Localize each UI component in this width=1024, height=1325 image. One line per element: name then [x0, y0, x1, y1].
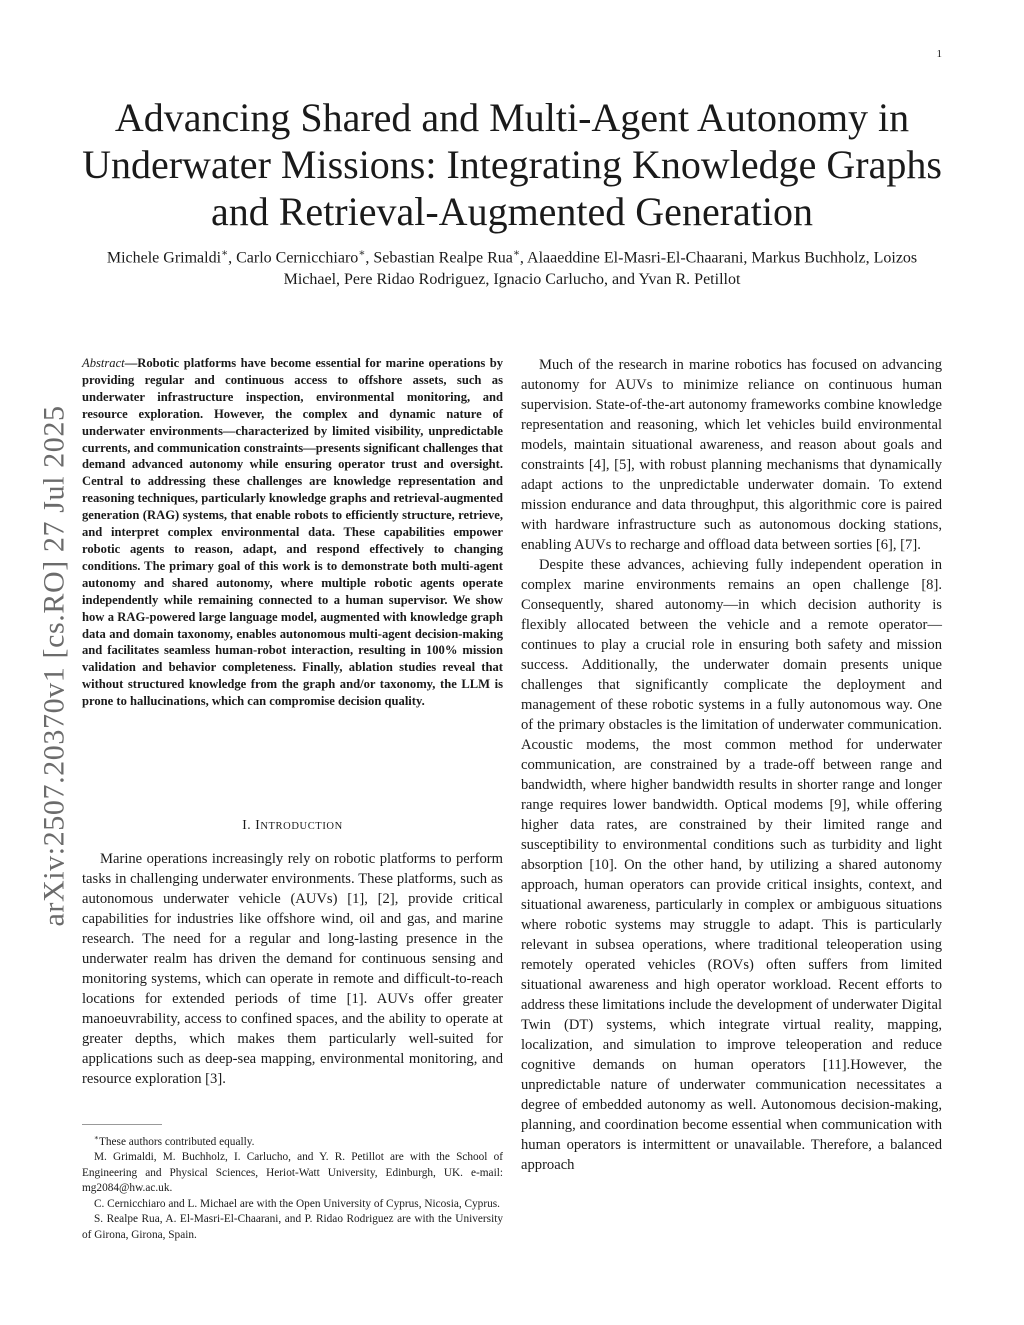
body-paragraph: Despite these advances, achieving fully independent operation in complex marine environments remains an open challenge [8]. Consequently, shared autonomy—in which decision authority is flexibly allocated between the vehicle and a remote operator—continues to play a crucial role in ensuring both safety and mission success. Additionally, the underwater domain presents unique challenges that significantly complicate the deployment and management of these robotic systems in a fully autonomous way. One of the primary obstacles is the limitation of underwater communication. Acoustic modems, the most common method for underwater communication, are constrained by a trade-off between range and bandwidth, where higher bandwidth results in shorter range and longer range requires lower bandwidth. Optical modems [9], while offering higher data rates, are constrained by their limited range and susceptibility to environmental conditions such as turbidity and light absorption [10]. On the other hand, by utilizing a shared autonomy approach, human operators can provide critical insights, context, and situational awareness, particularly in complex or ambiguous situations where robotic systems may struggle to adapt. This is particularly relevant in subsea operations, where traditional teleoperation using remotely operated vehicles (ROVs) often suffers from limited situational awareness and high operator workload. Recent efforts to address these limitations include the development of underwater Digital Twin (DT) systems, which integrate virtual reality, mapping, localization, and simulation to improve teleoperation and reduce cognitive demands on human operators [11].However, the unpredictable nature of underwater communication necessitates a degree of embedded autonomy as well. Autonomous decision-making, planning, and coordination become essential when communication with human operators is intermittent or unavailable. Therefore, a balanced approach: [521, 557, 942, 1173]
arxiv-identifier-watermark: [38, 376, 72, 956]
body-paragraph: Much of the research in marine robotics has focused on advancing autonomy for AUVs to minimize reliance on continuous human supervision. State-of-the-art autonomy frameworks combine knowledge representation and reasoning, which let vehicles build environmental models, maintain situational awareness, and reason about goals and constraints [4], [5], with robust planning mechanisms that dynamically adapt actions to the unpredictable underwater domain. To extend mission endurance and data throughput, this algorithmic core is paired with hardware infrastructure such as autonomous docking stations, enabling AUVs to recharge and offload data between sorties [6], [7].: [521, 357, 942, 553]
abstract: [82, 355, 503, 710]
abstract-text: —Robotic platforms have become essential for marine operations by providing regular and continuous access to offshore assets, such as underwater infrastructure inspection, environmental monitoring, and resource exploration. However, the complex and dynamic nature of underwater environments—characterized by limited visibility, unpredictable currents, and communication constraints—presents significant challenges that demand advanced autonomy while ensuring operator trust and oversight. Central to addressing these challenges are knowledge representation and reasoning techniques, particularly knowledge graphs and retrieval-augmented generation (RAG) systems, that enable robots to efficiently structure, retrieve, and interpret complex environmental data. These capabilities empower robotic agents to reason, adapt, and respond effectively to changing conditions. The primary goal of this work is to demonstrate both multi-agent autonomy and shared autonomy, where multiple robotic agents operate independently while remaining connected to a human supervisor. We show how a RAG-powered large language model, augmented with knowledge graph data and domain taxonomy, enables autonomous multi-agent decision-making and facilitates seamless human-robot interaction, resulting in 100% mission validation and behavior completeness. Finally, ablation studies reveal that without structured knowledge from the graph and/or taxonomy, the LLM is prone to hallucinations, which can compromise decision quality.: [82, 356, 503, 709]
introduction-body: [82, 849, 503, 1089]
abstract-label: Abstract: [82, 356, 125, 370]
footnote-divider: [82, 1124, 162, 1125]
section-initial: I: [255, 817, 261, 832]
section-title-rest: NTRODUCTION: [260, 821, 343, 832]
section-numeral: I.: [242, 817, 256, 832]
page-number: 1: [936, 48, 942, 60]
paper-title: Advancing Shared and Multi-Agent Autonomy in Underwater Missions: Integrating Knowledge Graphs and Retrieval-Augmented Generation: [82, 95, 942, 234]
footnote-affiliation-girona: S. Realpe Rua, A. El-Masri-El-Chaarani, and P. Ridao Rodriguez are with the University of Girona, Girona, Spain.: [82, 1213, 503, 1241]
intro-paragraph: Marine operations increasingly rely on robotic platforms to perform tasks in challenging underwater environments. These platforms, such as autonomous underwater vehicle (AUVs) [1], [2], provide critical capabilities for industries like offshore wind, oil and gas, and marine research. The need for a regular and long-lasting presence in the underwater realm has driven the demand for continuous sensing and monitoring systems, which can operate in remote and difficult-to-reach locations for extended periods of time [1]. AUVs offer greater manoeuvrability, access to confined spaces, and the ability to operate at greater depths, which makes them particularly well-suited for applications such as deep-sea mapping, environmental monitoring, and resource exploration [3].: [82, 851, 503, 1087]
author-list: Michele Grimaldi∗, Carlo Cernicchiaro∗, Sebastian Realpe Rua∗, Alaaeddine El-Masri-El-Chaarani, Markus Buchholz, Loizos Michael, Pere Ridao Rodriguez, Ignacio Carlucho, and Yvan R. Petillot: [106, 248, 918, 289]
footnote-affiliation-hw: M. Grimaldi, M. Buchholz, I. Carlucho, and Y. R. Petillot are with the School of Engineering and Physical Sciences, Heriot-Watt University, Edinburgh, UK. e-mail: mg2084@hw.ac.uk.: [82, 1151, 503, 1195]
section-heading-introduction: [82, 817, 503, 833]
right-column-body: [521, 355, 942, 1175]
footnote-equal-contribution: ∗These authors contributed equally.: [94, 1133, 255, 1148]
footnotes: [82, 1130, 503, 1243]
footnote-affiliation-cyprus: C. Cernicchiaro and L. Michael are with the Open University of Cyprus, Nicosia, Cyprus.: [94, 1197, 500, 1210]
arxiv-identifier-text: arXiv:2507.20370v1 [cs.RO] 27 Jul 2025: [38, 405, 72, 927]
